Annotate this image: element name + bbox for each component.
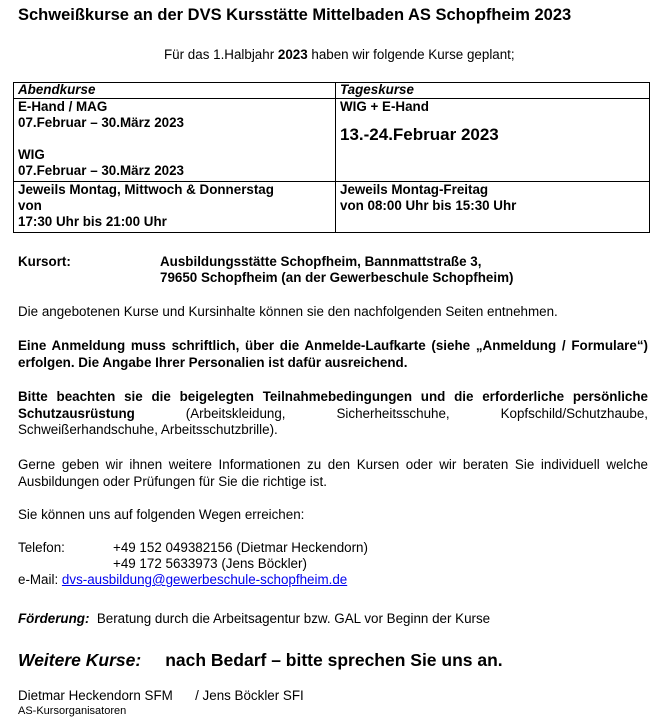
- page-title: Schweißkurse an der DVS Kursstätte Mittelbaden AS Schopfheim 2023: [18, 6, 572, 24]
- abendkurse-time: 17:30 Uhr bis 21:00 Uhr: [18, 214, 167, 229]
- para-bedingungen: [18, 389, 648, 439]
- course-wig-ehand-name: WIG + E-Hand: [340, 99, 429, 114]
- weitere-label: Weitere Kurse:: [18, 650, 142, 670]
- para-info: Gerne geben wir ihnen weitere Informationen zu den Kursen oder wir beraten Sie individuell welche Ausbildungen oder Prüfungen für Sie die richtige ist.: [18, 457, 648, 489]
- kursort-line2: 79650 Schopfheim (an der Gewerbeschule Schopfheim): [160, 270, 514, 285]
- email-link[interactable]: dvs-ausbildung@gewerbeschule-schopfheim.de: [61, 572, 348, 587]
- intro-after: haben wir folgende Kurse geplant;: [307, 47, 515, 62]
- foerderung-row: [18, 611, 490, 628]
- phone-label: Telefon:: [18, 540, 65, 555]
- course-table: [13, 82, 650, 233]
- tageskurse-times-cell: [336, 182, 650, 233]
- course-wig-ehand-dates: 13.-24.Februar 2023: [340, 125, 499, 144]
- bedingungen-bold: Bitte beachten sie die beigelegten Teilnahmebedingungen und die erforderliche persönliche Schutzausrüstung: [18, 389, 648, 421]
- abendkurse-times-cell: [14, 182, 336, 233]
- intro-before: Für das 1.Halbjahr: [164, 47, 278, 62]
- phone-1: +49 152 049382156 (Dietmar Heckendorn): [113, 540, 368, 555]
- signature-names: Dietmar Heckendorn SFM / Jens Böckler SFI: [18, 688, 304, 703]
- course-wig-name: WIG: [18, 147, 45, 162]
- course-ehand-mag-name: E-Hand / MAG: [18, 99, 108, 114]
- weitere-kurse: [18, 650, 503, 671]
- tageskurse-days: Jeweils Montag-Freitag: [340, 182, 489, 197]
- course-ehand-mag-dates: 07.Februar – 30.März 2023: [18, 115, 184, 130]
- course-wig-dates: 07.Februar – 30.März 2023: [18, 163, 184, 178]
- email-label: e-Mail:: [18, 572, 59, 587]
- email-row: [18, 572, 347, 589]
- foerderung-label: Förderung:: [18, 611, 90, 626]
- para-inhalte: Die angebotenen Kurse und Kursinhalte können sie den nachfolgenden Seiten entnehmen.: [18, 304, 558, 319]
- abendkurse-days: Jeweils Montag, Mittwoch & Donnerstag: [18, 182, 274, 197]
- foerderung-text: Beratung durch die Arbeitsagentur bzw. GAL vor Beginn der Kurse: [89, 611, 491, 626]
- signature-role: AS-Kursorganisatoren: [18, 705, 127, 717]
- intro-text: [164, 47, 515, 62]
- weitere-text: nach Bedarf – bitte sprechen Sie uns an.: [165, 650, 503, 670]
- header-tageskurse: Tageskurse: [336, 83, 650, 99]
- kursort-label: Kursort:: [18, 254, 71, 269]
- intro-year: 2023: [277, 47, 308, 62]
- kursort-line1: Ausbildungsstätte Schopfheim, Bannmattstraße 3,: [160, 254, 482, 269]
- tageskurse-cell: [336, 99, 650, 182]
- abendkurse-cell: [14, 99, 336, 182]
- header-abendkurse: Abendkurse: [14, 83, 336, 99]
- tageskurse-time: von 08:00 Uhr bis 15:30 Uhr: [340, 198, 517, 213]
- abendkurse-von: von: [18, 198, 42, 213]
- para-erreichen: Sie können uns auf folgenden Wegen erreichen:: [18, 507, 305, 522]
- phone-2: +49 172 5633973 (Jens Böckler): [113, 556, 307, 571]
- bedingungen-rest: (Arbeitskleidung, Sicherheitsschuhe, Kopfschild/Schutzhaube, Schweißerhandschuhe, Arbeitsschutzbrille).: [18, 405, 648, 437]
- para-anmeldung: Eine Anmeldung muss schriftlich, über die Anmelde-Laufkarte (siehe „Anmeldung / Formulare“) erfolgen. Die Angabe Ihrer Personalien ist dafür ausreichend.: [18, 338, 648, 370]
